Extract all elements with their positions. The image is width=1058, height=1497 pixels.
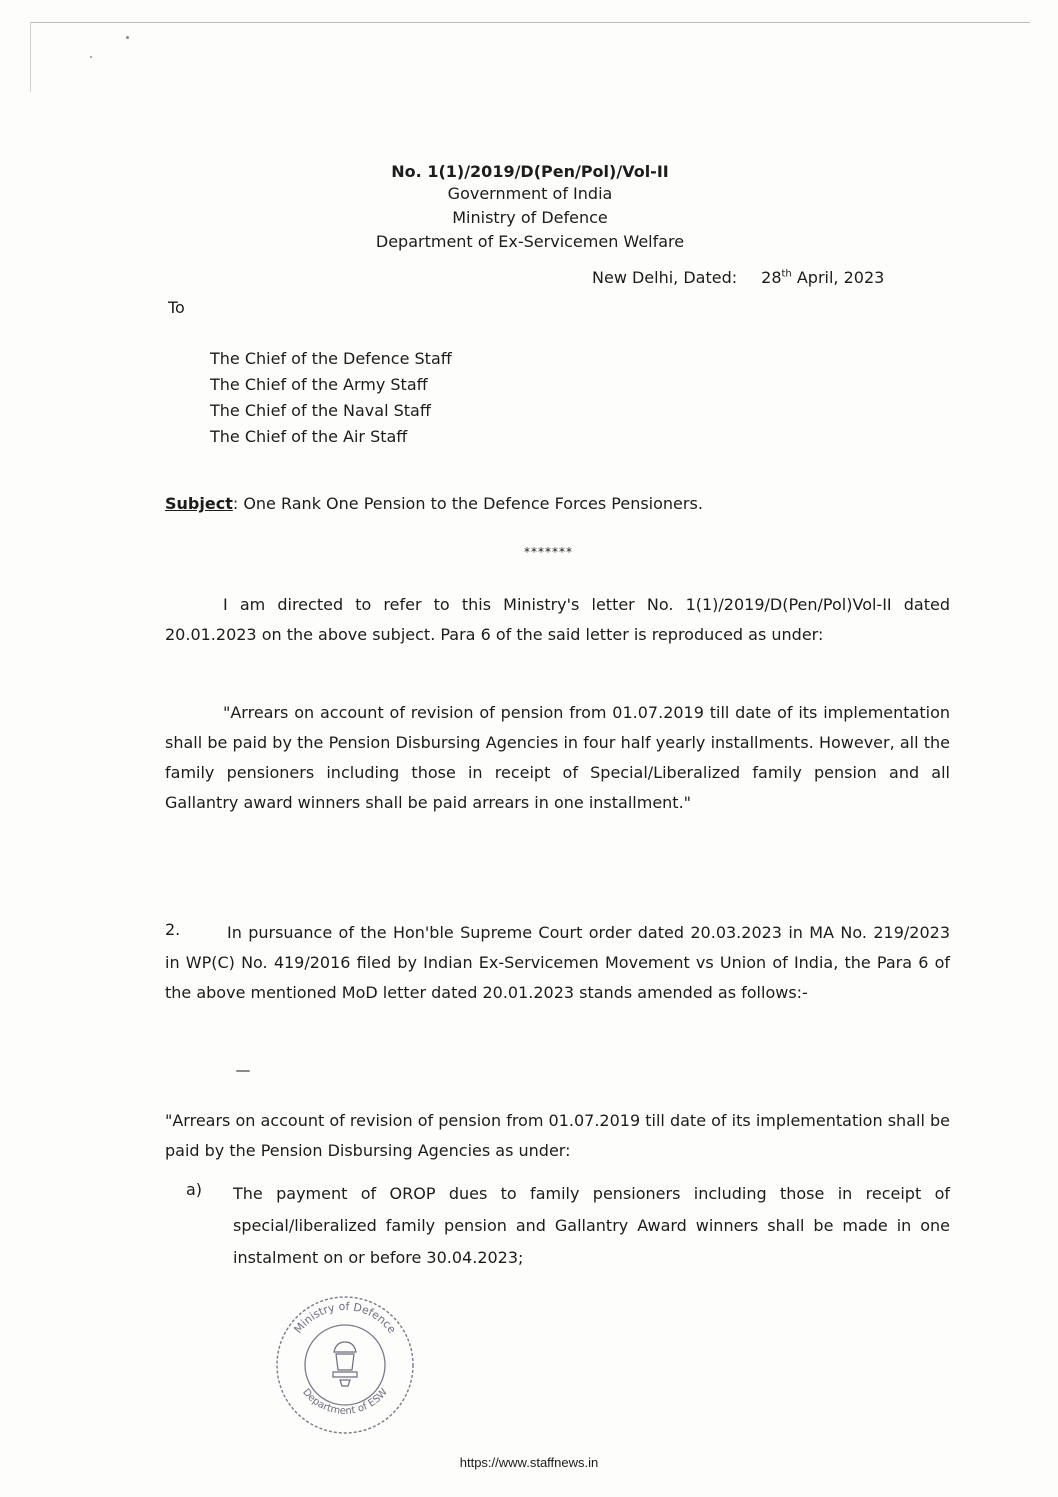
footer-url[interactable]: https://www.staffnews.in bbox=[459, 1455, 599, 1470]
recipient: The Chief of the Air Staff bbox=[210, 427, 408, 446]
scan-edge-top bbox=[30, 22, 1030, 23]
scan-speck bbox=[90, 56, 92, 58]
scan-speck bbox=[236, 1070, 250, 1072]
date-day: 28 bbox=[761, 268, 782, 287]
to-label: To bbox=[168, 298, 185, 317]
official-seal-stamp bbox=[270, 1290, 420, 1440]
svg-text:Department of ESW bbox=[300, 1387, 390, 1417]
scan-speck bbox=[126, 36, 129, 39]
svg-text:Ministry of Defence bbox=[292, 1300, 399, 1336]
intro-paragraph: I am directed to refer to this Ministry's letter No. 1(1)/2019/D(Pen/Pol)Vol-II dated 20.01.2023 on the above subject. Para 6 of the said letter is reproduced as under: bbox=[165, 595, 950, 644]
item-a-text: The payment of OROP dues to family pensioners including those in receipt of special/liberalized family pension and Gallantry Award winners shall be made in one instalment on or before 30.04.2023; bbox=[233, 1184, 950, 1267]
subject-text: : One Rank One Pension to the Defence Forces Pensioners. bbox=[232, 494, 703, 513]
date-month-year: April, 2023 bbox=[791, 268, 885, 287]
date-label: New Delhi, Dated: bbox=[592, 268, 738, 287]
para2-number: 2. bbox=[165, 920, 181, 939]
header-ministry: Ministry of Defence bbox=[452, 208, 608, 227]
scan-edge-left bbox=[30, 22, 31, 92]
ref-number: No. 1(1)/2019/D(Pen/Pol)/Vol-II bbox=[391, 162, 669, 181]
separator: ******* bbox=[524, 545, 573, 559]
header-department: Department of Ex-Servicemen Welfare bbox=[375, 232, 685, 251]
letter-date bbox=[592, 268, 884, 287]
amended-paragraph: "Arrears on account of revision of pension from 01.07.2019 till date of its implementation shall be paid by the Pension Disbursing Agencies as under: bbox=[165, 1111, 950, 1160]
seal-bottom-text: Department of ESW bbox=[300, 1386, 390, 1417]
item-a-label: a) bbox=[186, 1180, 203, 1199]
emblem-icon bbox=[333, 1342, 357, 1386]
seal-top-text: Ministry of Defence bbox=[291, 1299, 399, 1336]
header-government: Government of India bbox=[447, 184, 613, 203]
quoted-paragraph: "Arrears on account of revision of pension from 01.07.2019 till date of its implementation shall be paid by the Pension Disbursing Agencies in four half yearly installments. However, all the family pensioners including those in receipt of Special/Liberalized family pension and all Gallantry award winners shall be paid arrears in one installment." bbox=[165, 703, 950, 812]
subject-line bbox=[165, 494, 703, 513]
para2-text: In pursuance of the Hon'ble Supreme Court order dated 20.03.2023 in MA No. 219/2023 in WP(C) No. 419/2016 filed by Indian Ex-Servicemen Movement vs Union of India, the Para 6 of the above mentioned MoD letter dated 20.01.2023 stands amended as follows:- bbox=[165, 923, 950, 1002]
recipient: The Chief of the Defence Staff bbox=[210, 349, 452, 368]
date-suffix: th bbox=[781, 268, 792, 280]
recipient-list bbox=[210, 346, 452, 450]
subject-label: Subject bbox=[165, 494, 233, 513]
recipient: The Chief of the Army Staff bbox=[210, 375, 428, 394]
recipient: The Chief of the Naval Staff bbox=[210, 401, 431, 420]
